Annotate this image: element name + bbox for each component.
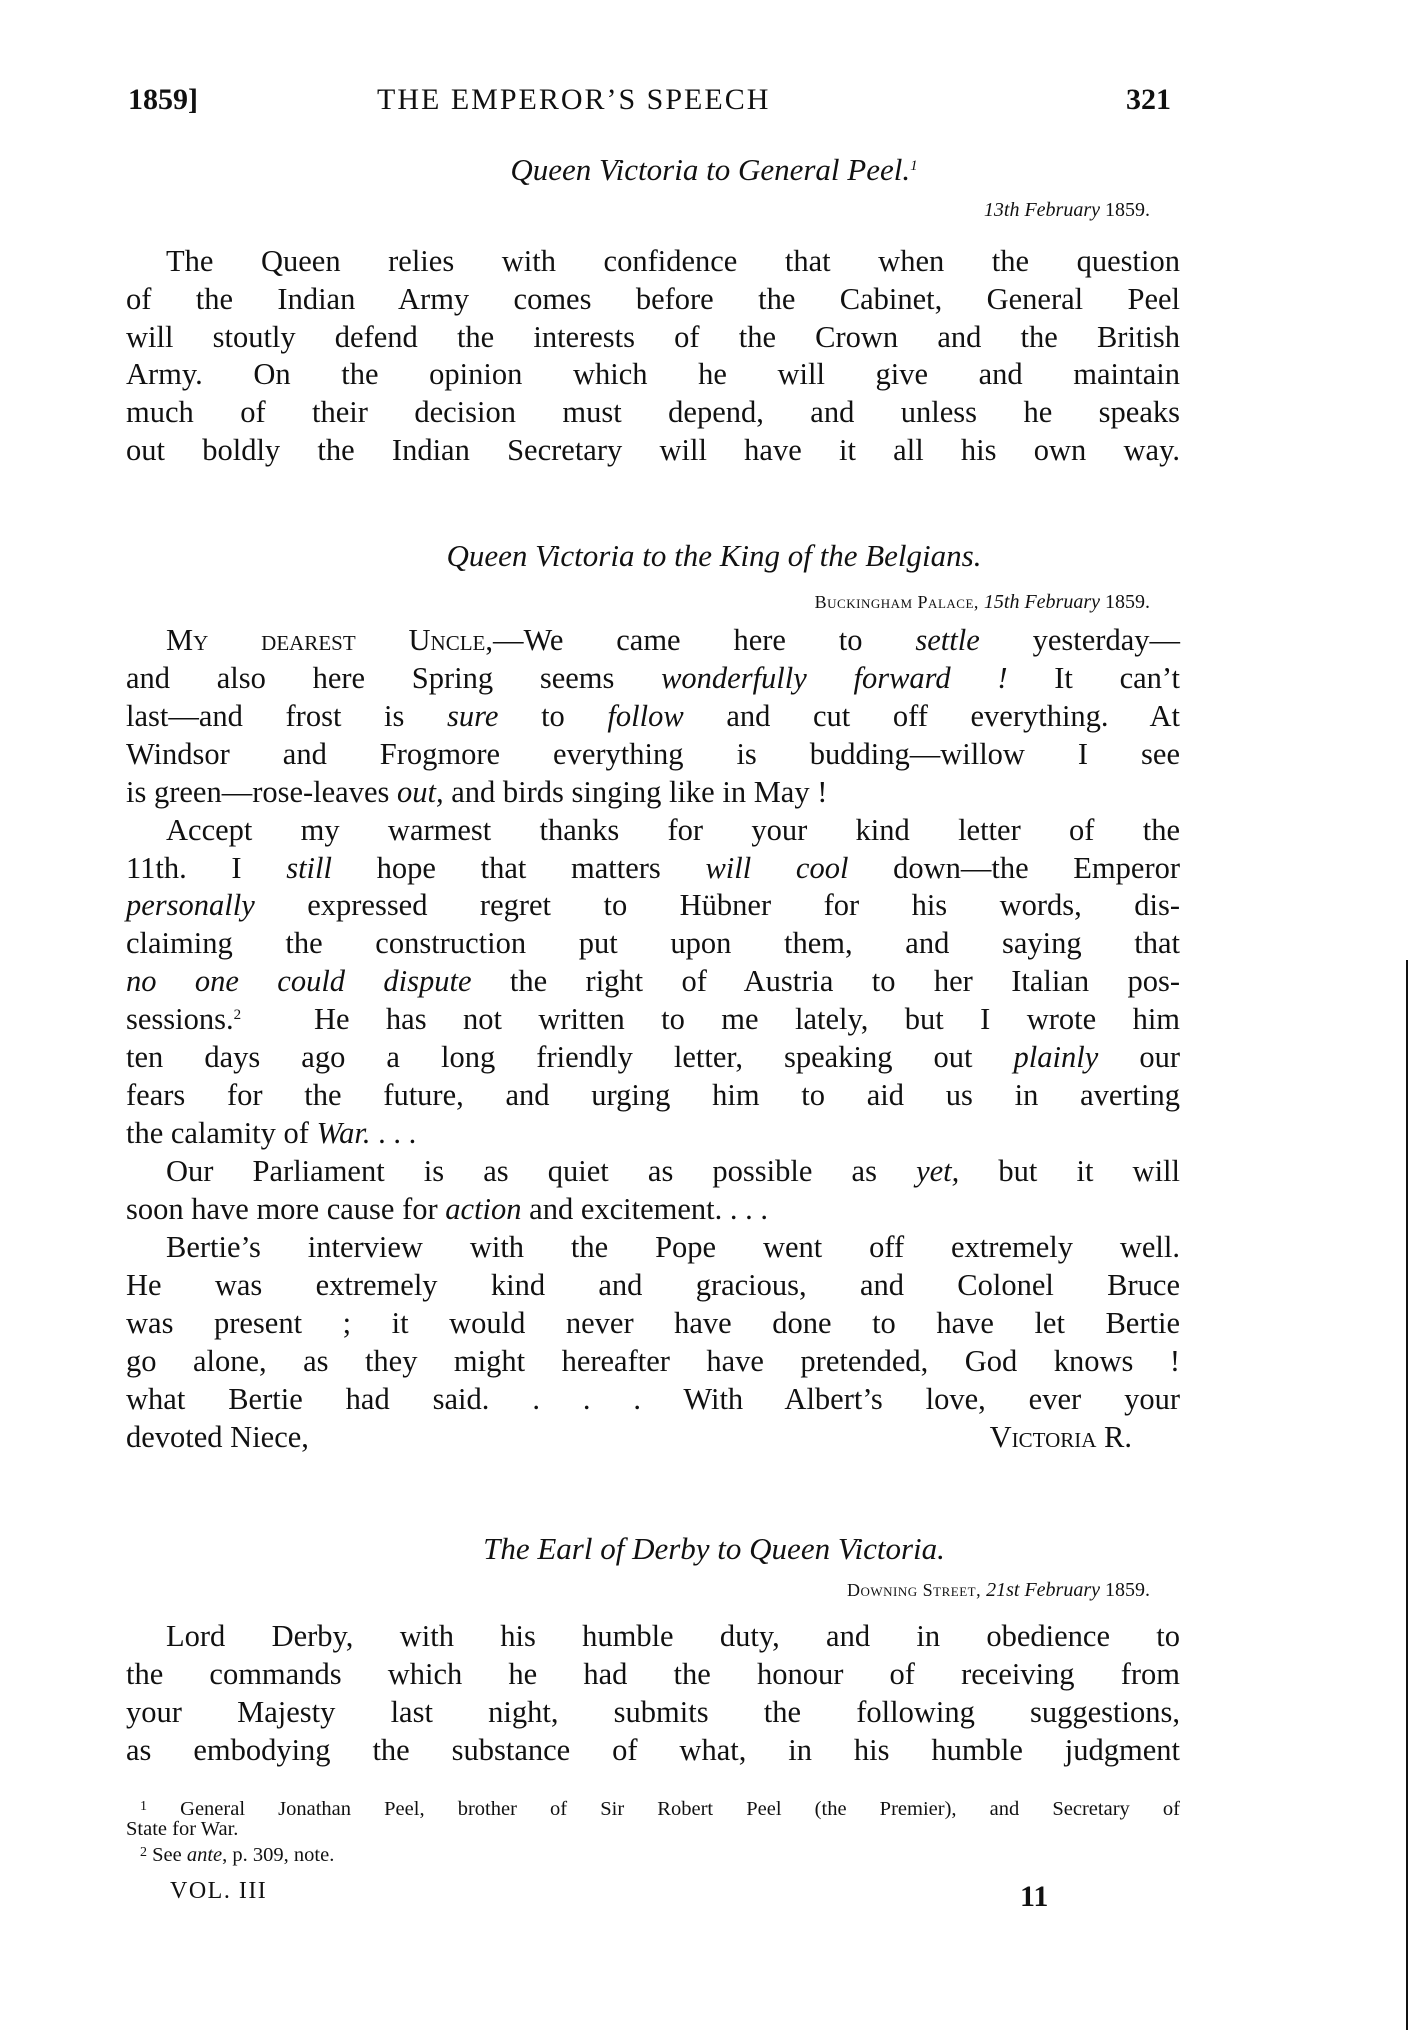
- body-line: [126, 1191, 1180, 1227]
- body-text: the right of Austria to her Italian pos-: [471, 964, 1180, 998]
- body-text: . . .: [370, 1116, 417, 1150]
- footnote-italic: ante: [186, 1844, 223, 1866]
- salutation: My dearest Uncle,: [166, 623, 493, 657]
- body-text: It can’t: [1007, 661, 1180, 695]
- body-text: is green—rose-leaves: [126, 775, 398, 809]
- letter-2-dateline: [815, 589, 1150, 615]
- letter-1-title: [0, 151, 1428, 189]
- body-line: [166, 1153, 1180, 1189]
- body-text: but it will: [959, 1154, 1180, 1188]
- body-line: as embodying the substance of what, in his humble judgment: [126, 1733, 1180, 1767]
- body-text: what Bertie had said. . . . With Albert’s love, ever your: [126, 1382, 1180, 1416]
- body-line: out boldly the Indian Secretary will have it all his own way.: [126, 433, 1180, 467]
- body-text: to: [498, 699, 608, 733]
- date-day: 13th: [983, 199, 1020, 221]
- body-line: [166, 812, 1180, 848]
- body-text: claiming the construction put upon them, and saying that: [126, 926, 1180, 960]
- emphasis-text: yet,: [916, 1154, 960, 1188]
- body-line: [126, 1001, 1180, 1037]
- body-text: was present ; it would never have done to have let Bertie: [126, 1306, 1180, 1340]
- signature: Victoria R.: [989, 1420, 1132, 1454]
- body-line: [126, 925, 1180, 961]
- body-line: the commands which he had the honour of receiving from: [126, 1657, 1180, 1691]
- body-text: our: [1098, 1040, 1180, 1074]
- body-line: [126, 1039, 1180, 1075]
- body-line: [126, 698, 1180, 734]
- body-line: [166, 1229, 1180, 1265]
- body-line: The Queen relies with confidence that when the question: [166, 244, 1180, 278]
- footnote-text: , p. 309, note.: [222, 1844, 335, 1866]
- body-text: go alone, as they might hereafter have pretended, God knows !: [126, 1344, 1180, 1378]
- body-text: Accept my warmest thanks for your kind letter of the: [166, 813, 1180, 847]
- body-text: fears for the future, and urging him to aid us in averting: [126, 1078, 1180, 1112]
- signature-mark: 11: [1020, 1880, 1049, 1913]
- body-text: and birds singing like in May !: [443, 775, 828, 809]
- body-text: last—and frost is: [126, 699, 448, 733]
- body-line: [126, 1267, 1180, 1303]
- date-year: 1859.: [1105, 199, 1150, 221]
- body-text: Bertie’s interview with the Pope went off extremely well.: [166, 1230, 1180, 1264]
- running-title: THE EMPEROR’S SPEECH: [377, 83, 771, 116]
- body-line: [126, 1115, 1180, 1151]
- emphasis-text: sure: [447, 699, 499, 733]
- emphasis-text: still: [286, 851, 332, 885]
- letter-title-text: Queen Victoria to General Peel.: [510, 152, 911, 187]
- body-line: [126, 1077, 1180, 1113]
- footnote-number: 2: [140, 1845, 147, 1860]
- date-month: February: [1024, 199, 1100, 221]
- body-text: He was extremely kind and gracious, and Colonel Bruce: [126, 1268, 1180, 1302]
- page-number: 321: [1126, 83, 1171, 116]
- body-text: expressed regret to Hübner for his words, dis-: [254, 888, 1180, 922]
- header-year: 1859]: [128, 83, 198, 116]
- date-year: 1859.: [1105, 1579, 1150, 1601]
- letter-3-dateline: [847, 1577, 1150, 1603]
- date-day: 15th: [983, 591, 1020, 613]
- emphasis-text: out,: [397, 775, 444, 809]
- body-text: —We came here to: [493, 623, 916, 657]
- body-text: Windsor and Frogmore everything is budding—willow I see: [126, 737, 1180, 771]
- footnote-ref-2[interactable]: 2: [233, 1007, 242, 1023]
- footnote-text: General Jonathan Peel, brother of Sir Robert Peel (the Premier), and Secretary of: [180, 1798, 1180, 1820]
- emphasis-text: follow: [607, 699, 684, 733]
- emphasis-text: plainly: [1013, 1040, 1099, 1074]
- emphasis-text: War.: [316, 1116, 371, 1150]
- body-text: 11th. I: [126, 851, 287, 885]
- footnote-number: 1: [140, 1799, 147, 1814]
- emphasis-text: settle: [915, 623, 980, 657]
- body-line: Army. On the opinion which he will give and maintain: [126, 357, 1180, 391]
- body-line: [126, 1305, 1180, 1341]
- emphasis-text: personally: [126, 888, 255, 922]
- volume-label: VOL. III: [170, 1878, 268, 1904]
- date-place: Buckingham Palace,: [814, 592, 979, 612]
- date-place: Downing Street,: [847, 1580, 982, 1600]
- body-line: [126, 887, 1180, 923]
- body-line: Lord Derby, with his humble duty, and in obedience to: [166, 1619, 1180, 1653]
- footnote-text: See: [152, 1844, 187, 1866]
- footnote-2: [140, 1842, 1180, 1866]
- body-line: [126, 660, 1180, 696]
- body-line: [126, 736, 1180, 772]
- letter-2-title: Queen Victoria to the King of the Belgians.: [446, 538, 982, 573]
- body-text: ten days ago a long friendly letter, speaking out: [126, 1040, 1014, 1074]
- date-day: 21st: [986, 1579, 1020, 1601]
- body-text: He has not written to me lately, but I wrote him: [313, 1002, 1181, 1036]
- letter-1-dateline: [984, 197, 1150, 223]
- date-year: 1859.: [1105, 591, 1150, 613]
- body-line: [126, 850, 1180, 886]
- body-line: much of their decision must depend, and unless he speaks: [126, 395, 1180, 429]
- footnote-1: [140, 1796, 1180, 1820]
- body-line: [126, 1343, 1180, 1379]
- closing-text: devoted Niece,: [126, 1420, 309, 1454]
- emphasis-text: will cool: [705, 851, 849, 885]
- emphasis-text: action: [445, 1192, 522, 1226]
- date-month: February: [1024, 1579, 1100, 1601]
- body-line: will stoutly defend the interests of the Crown and the British: [126, 320, 1180, 354]
- body-text: Our Parliament is as quiet as possible as: [166, 1154, 917, 1188]
- body-text: hope that matters: [331, 851, 706, 885]
- body-line: [126, 1381, 1180, 1417]
- body-line-rest: [493, 623, 1180, 657]
- emphasis-text: wonderfully forward !: [661, 661, 1008, 695]
- emphasis-text: no one could dispute: [126, 964, 472, 998]
- body-text: soon have more cause for: [126, 1192, 446, 1226]
- body-text: down—the Emperor: [848, 851, 1181, 885]
- body-text: the calamity of: [126, 1116, 317, 1150]
- footnote-1-cont: State for War.: [126, 1818, 239, 1840]
- page-edge-line: [1406, 960, 1408, 2030]
- body-line: your Majesty last night, submits the following suggestions,: [126, 1695, 1180, 1729]
- salutation-line: [166, 622, 1180, 658]
- body-text: and excitement. . . .: [521, 1192, 769, 1226]
- body-line: [126, 963, 1180, 999]
- date-month: February: [1024, 591, 1100, 613]
- body-text: sessions.: [126, 1002, 234, 1036]
- footnote-ref-1[interactable]: 1: [910, 158, 918, 174]
- letter-3-title: The Earl of Derby to Queen Victoria.: [483, 1531, 945, 1566]
- body-text: and also here Spring seems: [126, 661, 662, 695]
- body-line: of the Indian Army comes before the Cabinet, General Peel: [126, 282, 1180, 316]
- body-line: [126, 774, 1180, 810]
- body-text: and cut off everything. At: [683, 699, 1180, 733]
- closing-line: [126, 1419, 1180, 1455]
- body-text: yesterday—: [979, 623, 1180, 657]
